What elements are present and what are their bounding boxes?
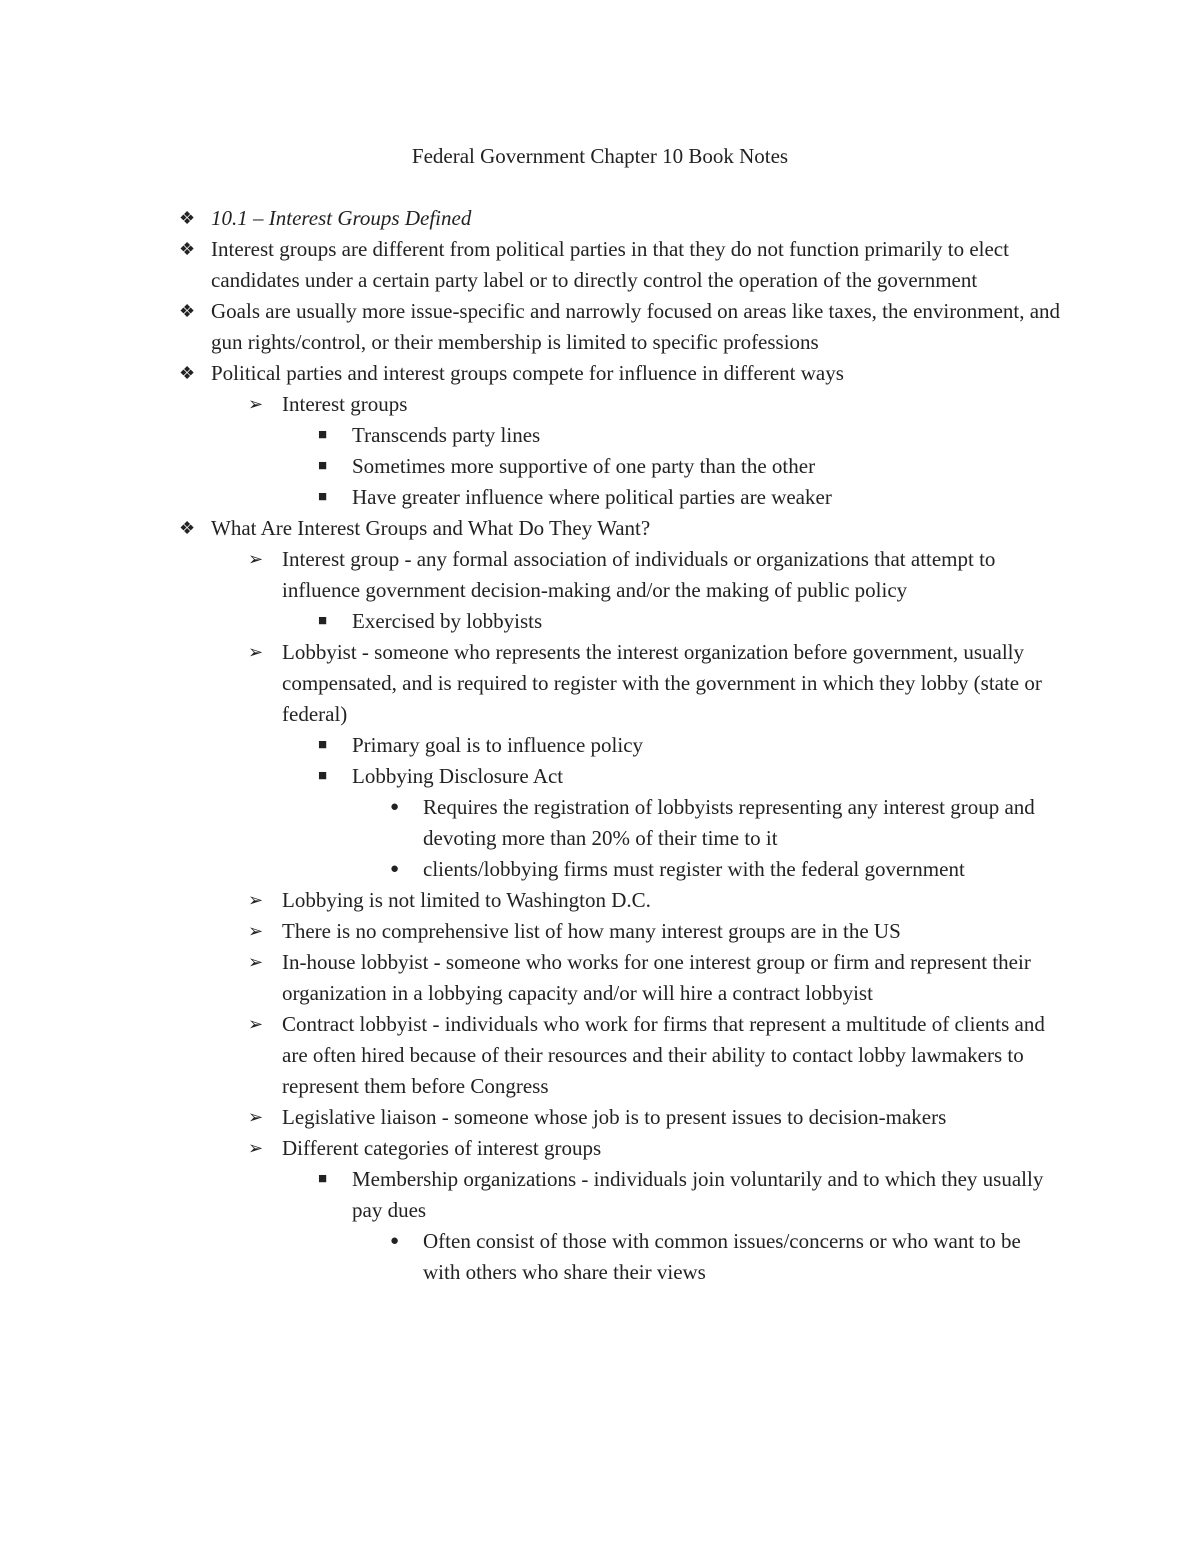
- arrow-bullet-icon: ➢: [248, 1138, 264, 1158]
- diamond-bullet-icon: ❖: [179, 363, 196, 383]
- arrow-bullet-icon: ➢: [248, 952, 264, 972]
- note-text: Primary goal is to influence policy: [352, 733, 644, 757]
- note-item-level-4: [0, 854, 1063, 885]
- note-text: Legislative liaison - someone whose job is to present issues to decision-makers: [282, 1105, 947, 1129]
- note-text: 10.1 – Interest Groups Defined: [211, 206, 472, 230]
- note-text: Interest groups: [282, 392, 408, 416]
- arrow-bullet-icon: ➢: [248, 1014, 264, 1034]
- note-text: Interest group - any formal association of individuals or organizations that attempt to influence government decision-making and/or the making of public policy: [282, 547, 996, 602]
- diamond-bullet-icon: ❖: [179, 239, 196, 259]
- note-item-level-2: [0, 544, 1062, 606]
- note-item-level-1: [0, 513, 1061, 544]
- note-text: In-house lobbyist - someone who works for one interest group or firm and represent their organization in a lobbying capacity and/or will hire a contract lobbyist: [282, 950, 1031, 1005]
- note-text: Lobbying Disclosure Act: [352, 764, 564, 788]
- note-text: Exercised by lobbyists: [352, 609, 543, 633]
- note-text: Lobbyist - someone who represents the interest organization before government, usually compensated, and is required to register with the government in which they lobby (state or federal): [282, 640, 1042, 726]
- arrow-bullet-icon: ➢: [248, 394, 264, 414]
- note-text: clients/lobbying firms must register with the federal government: [423, 857, 965, 881]
- note-item-level-2: [0, 1133, 1062, 1164]
- diamond-bullet-icon: ❖: [179, 518, 196, 538]
- note-text: Lobbying is not limited to Washington D.C.: [282, 888, 651, 912]
- note-item-level-2: [0, 916, 1062, 947]
- note-item-level-3: [0, 451, 1062, 482]
- note-item-level-2: [0, 1009, 1062, 1102]
- note-item-level-1: [0, 203, 1061, 234]
- note-item-level-1: [0, 358, 1061, 389]
- note-item-level-3: [0, 1164, 1062, 1226]
- note-item-level-3: [0, 482, 1062, 513]
- dot-bullet-icon: ●: [390, 799, 400, 815]
- arrow-bullet-icon: ➢: [248, 1107, 264, 1127]
- dot-bullet-icon: ●: [390, 861, 400, 877]
- diamond-bullet-icon: ❖: [179, 301, 196, 321]
- diamond-bullet-icon: ❖: [179, 208, 196, 228]
- square-bullet-icon: ■: [318, 458, 328, 474]
- note-text: What Are Interest Groups and What Do They Want?: [211, 516, 651, 540]
- note-text: Membership organizations - individuals join voluntarily and to which they usually pay dues: [352, 1167, 1044, 1222]
- note-item-level-3: [0, 606, 1062, 637]
- note-text: Contract lobbyist - individuals who work for firms that represent a multitude of clients and are often hired because of their resources and their ability to contact lobby lawmakers to represent them before Congress: [282, 1012, 1045, 1098]
- square-bullet-icon: ■: [318, 489, 328, 505]
- notes-list: [0, 203, 1200, 1288]
- note-item-level-2: [0, 947, 1062, 1009]
- note-text: Sometimes more supportive of one party than the other: [352, 454, 816, 478]
- note-text: There is no comprehensive list of how many interest groups are in the US: [282, 919, 901, 943]
- arrow-bullet-icon: ➢: [248, 921, 264, 941]
- square-bullet-icon: ■: [318, 613, 328, 629]
- note-text: Interest groups are different from political parties in that they do not function primarily to elect candidates under a certain party label or to directly control the operation of the government: [211, 237, 1009, 292]
- square-bullet-icon: ■: [318, 768, 328, 784]
- note-item-level-2: [0, 1102, 1062, 1133]
- note-item-level-3: [0, 730, 1062, 761]
- square-bullet-icon: ■: [318, 1171, 328, 1187]
- note-text: Have greater influence where political parties are weaker: [352, 485, 832, 509]
- arrow-bullet-icon: ➢: [248, 549, 264, 569]
- note-text: Political parties and interest groups compete for influence in different ways: [211, 361, 844, 385]
- note-text: Goals are usually more issue-specific and narrowly focused on areas like taxes, the environment, and gun rights/control, or their membership is limited to specific professions: [211, 299, 1061, 354]
- note-text: Transcends party lines: [352, 423, 541, 447]
- note-item-level-2: [0, 637, 1062, 730]
- note-item-level-4: [0, 1226, 1063, 1288]
- note-item-level-4: [0, 792, 1063, 854]
- note-text: Often consist of those with common issues/concerns or who want to be with others who share their views: [423, 1229, 1021, 1284]
- note-item-level-2: [0, 885, 1062, 916]
- arrow-bullet-icon: ➢: [248, 642, 264, 662]
- note-item-level-1: [0, 296, 1061, 358]
- note-item-level-1: [0, 234, 1061, 296]
- square-bullet-icon: ■: [318, 737, 328, 753]
- square-bullet-icon: ■: [318, 427, 328, 443]
- note-item-level-3: [0, 420, 1062, 451]
- note-item-level-3: [0, 761, 1062, 792]
- note-text: Requires the registration of lobbyists representing any interest group and devoting more than 20% of their time to it: [423, 795, 1035, 850]
- note-item-level-2: [0, 389, 1062, 420]
- document-title: Federal Government Chapter 10 Book Notes: [411, 144, 789, 168]
- dot-bullet-icon: ●: [390, 1233, 400, 1249]
- note-text: Different categories of interest groups: [282, 1136, 602, 1160]
- arrow-bullet-icon: ➢: [248, 890, 264, 910]
